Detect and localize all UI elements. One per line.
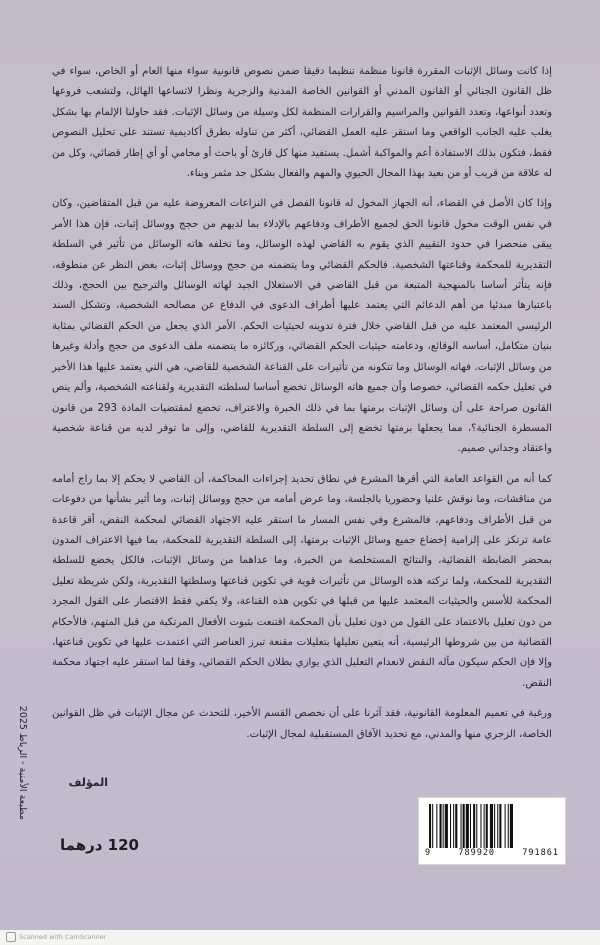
paragraph-4: ورغبة في تعميم المعلومة القانونية، فقد آثرنا على أن نخصص القسم الأخير، للتحدث عن مجال الإثبات في ظل القوانين الخاصة، الزجري منها والمدني، مع تحديد الآفاق المستقبلية لمجال الإثبات. (52, 708, 552, 740)
barcode-bars-icon (427, 804, 557, 848)
printer-label: مطبعة الأمنية - الرباط 2025 (17, 705, 28, 820)
barcode-digit-prefix: 9 (425, 848, 432, 858)
scanner-watermark (6, 932, 106, 942)
paragraph-2: وإذا كان الأصل في القضاء، أنه الجهاز المخول له قانونا الفصل في النزاعات المعروضة عليه من قبل المتقاضين، وكان في نفس الوقت مخول قانونا الحق لجميع الأطراف ودفاعهم بالإدلاء بما لديهم من حجج ووسائل إثبات، فإن هذا الأمر يبقى منحصرا في حدود التقييم الذي يقوم به القاضي لهذه الوسائل، وما تخلفه هاته الوسائل من تأثير في السلطة التقديرية للمحكمة وقناعتها الشخصية. فالحكم القضائي وما يتضمنه من حجج ووسائل إثبات، بغض النظر عن منطوقه، فإنه يتأثر أساسا بالمنهجية المتبعة من قبل القاضي في الاستغلال الجيد لهاته الوسائل والترجيح بين الحجج، وذلك باعتبارها مبدئيا من أهم الدعائم التي يعتمد عليها أطراف الدعوى في الدفاع عن مصالحه الشخصية، وتشكل السند الرئيسي المعتمد عليه من قبل القاضي خلال فترة تدوينه لحيثيات الحكم. الأمر الذي يجعل من الحكم القضائي بمثابة بنيان متكامل، أساسه الوقائع، ودعامته حيثيات الحكم القضائي، وركائزه ما يتضمنه ملف الدعوى من حجج وأدلة وغيرها من وسائل الإثبات. فهاته الوسائل وما تتكونه من تأثيرات على القناعة الشخصية للقاضي، هي التي يعتمد عليها هذا الأخير في تعليل حكمه القضائي، خصوصا وأن جميع هاته الوسائل تخضع أساسا لسلطته التقديرية ولقناعته الشخصية، وألم ينص القانون صراحة على أن وسائل الإثبات برمتها بما في ذلك الخبرة والاعتراف، تخضع لمقتضيات المادة 293 من قانون المسطرة الجنائية؟، مما يجعلها برمتها تخضع إلى السلطة التقديرية للقاضي، وإلى ما توفر لديه من قناعة شخصية واعتقاد وجداني صميم. (52, 198, 552, 455)
barcode-digits (425, 848, 559, 858)
author-label: المؤلف (68, 776, 108, 789)
barcode-digit-left: 789920 (458, 848, 496, 858)
back-cover-text (52, 62, 552, 755)
spine-strip (8, 620, 28, 820)
scanner-text: Scanned with CamScanner (19, 933, 107, 941)
barcode-digit-right: 791861 (522, 848, 559, 858)
price-label: 120 درهما (60, 836, 139, 854)
isbn-barcode (418, 797, 566, 865)
paragraph-3: كما أنه من القواعد العامة التي أقرها المشرع في نطاق تحديد إجراءات المحاكمة، أن القاضي لا يحكم إلا بما راج أمامه من مناقشات، وما نوقش علنيا وحضوريا بالجلسة، وما عرض أمامه من حجج ووسائل إثبات، وما أثير بشأنها من دفوعات من قبل الأطراف ودفاعهم، فالمشرع وفي نفس المسار ما استقر عليه الاجتهاد القضائي لمحكمة النقض، أقر قاعدة عامة ترتكز على إلزامية إخضاع جميع وسائل الإثبات برمتها، إلى السلطة التقديرية للمحكمة، بما فيها الاعتراف المدون بمحضر الضابطة القضائية، والنتائج المستخلصة من الخبرة، وما عداهما من وسائل الإثبات، فالكل يخضع للسلطة التقديرية للمحكمة، ولما تركته هذه الوسائل من تأثيرات قوية في تكوين قناعتها وسلطتها التقديرية، ولكن شريطة تعليل المحكمة للأسس والحيثيات المعتمد عليها من قبلها في تكوين هذه القناعة، ولا يكفي فقط الاقتصار على القول المجرد من دون تعليل بالاعتماد على القول من دون تعليل بأن المحكمة اقتنعت بثبوت الأفعال المرتكبة من قبل المتهم، فالأحكام القضائية من بين شروطها الرئيسية، أنه يتعين تعليلها بتعليلات مقنعة تبرز العناصر التي اعتمدت عليها في تكوين قناعتها، وإلا فإن الحكم سيكون مآله النقض لانعدام التعليل الذي يوازي بطلان الحكم القضائي، وفقا لما استقر عليه اجتهاد محكمة النقض. (52, 473, 552, 689)
paragraph-1: إذا كانت وسائل الإثبات المقررة قانونا منظمة تنظيما دقيقا ضمن نصوص قانونية سواء منها العام أو الخاص، سواء في ظل القانون الجنائي أو القانون المدني أو القوانين الخاصة المدنية والزجرية ونظرا لاتساعها الهائل، ولتشعب فروعها وتعدد أنواعها، وتعدد القوانين والمراسيم والقرارات المنظمة لكل وسيلة من وسائل الإثبات. فقد حاولنا الإلمام بها بشكل يغلب عليه الجانب الواقعي وما استقر عليه العمل القضائي، أكثر من تناوله بطرق أكاديمية تستند على تحليل النصوص فقط، فتكون بذلك الاستفادة أعم والمواكبة أشمل. يستفيد منها كل قارئ أو باحث أو محامي أو أي إطار قضائي، وكل من له علاقة من قريب أو من بعيد بهذا المجال الحيوي والمهم والفعال بشكل جد مثمر وبناء. (52, 66, 552, 180)
scanner-logo-icon (6, 932, 16, 942)
